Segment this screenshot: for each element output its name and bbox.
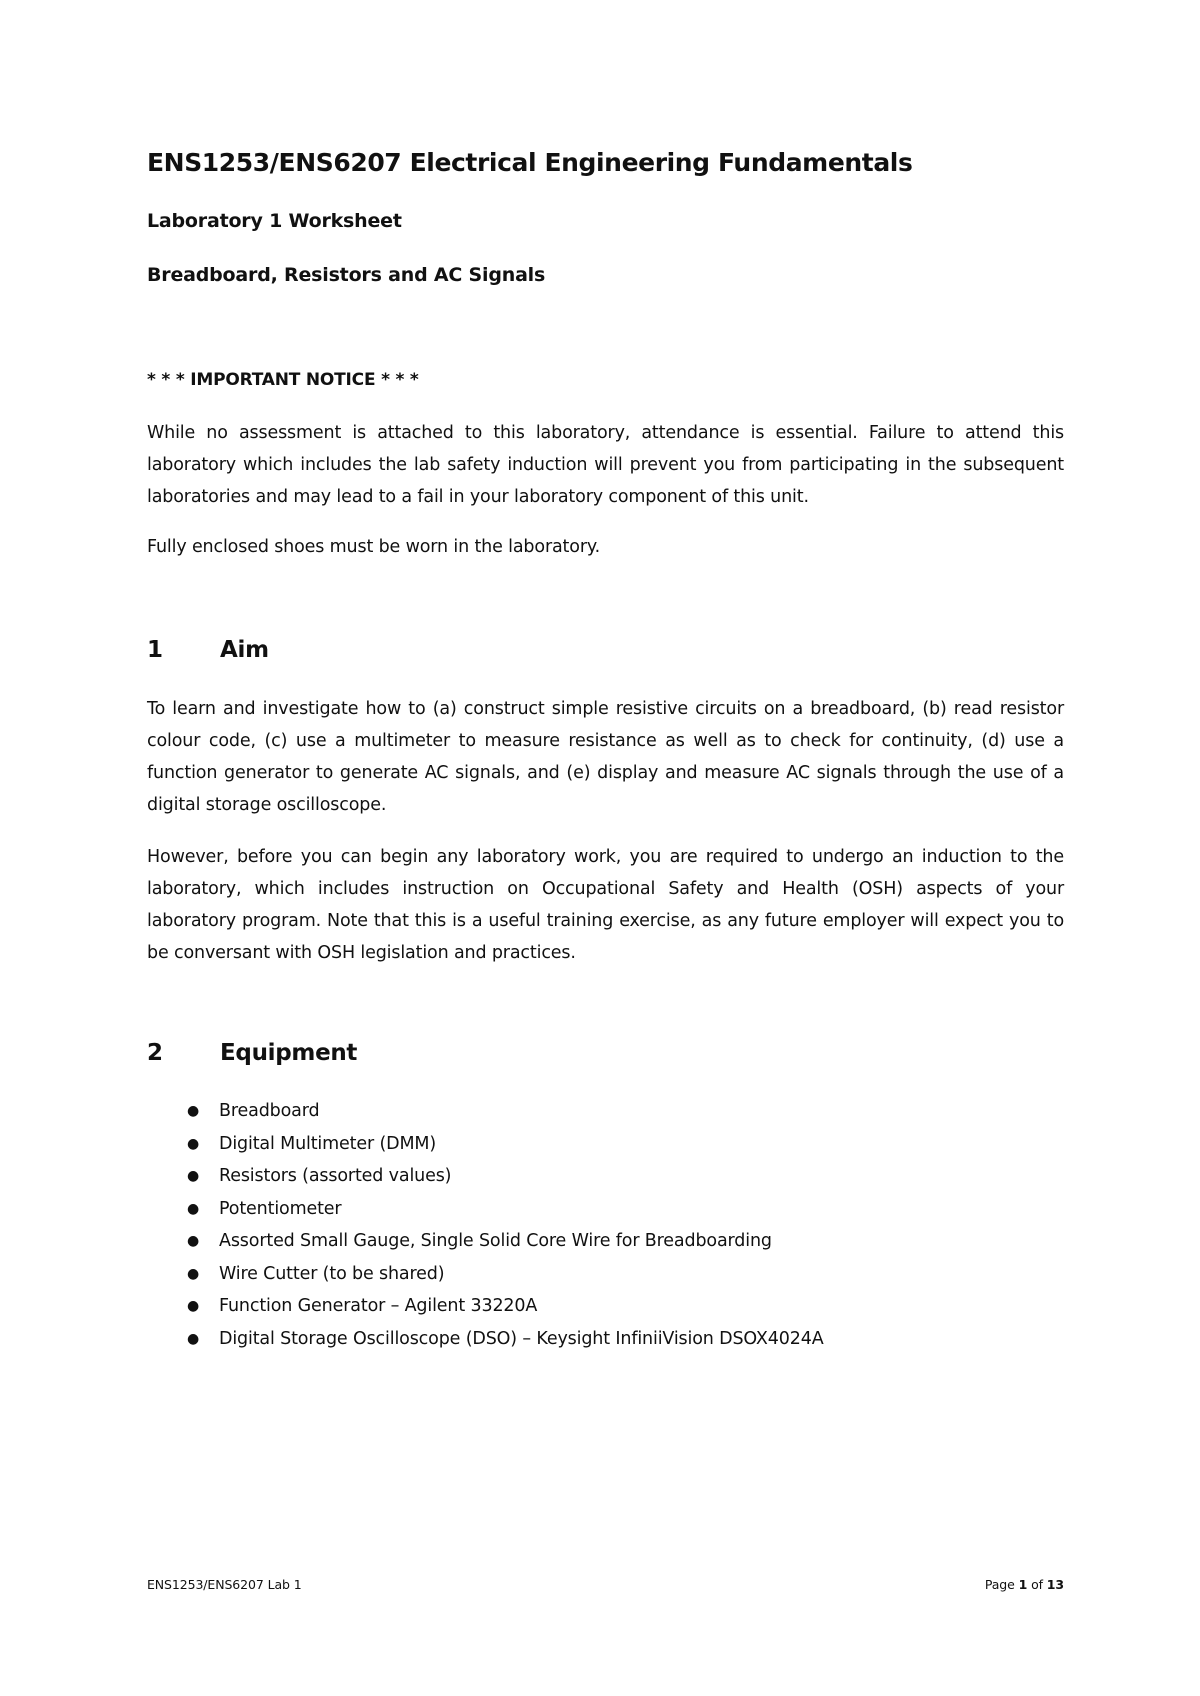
section-number: 1: [147, 637, 163, 663]
equipment-list: [183, 1095, 824, 1355]
list-item-label: Assorted Small Gauge, Single Solid Core Wire for Breadboarding: [219, 1231, 772, 1251]
topic-subtitle: Breadboard, Resistors and AC Signals: [147, 264, 546, 286]
section-title: Aim: [220, 637, 269, 663]
page-label: Page: [984, 1577, 1015, 1592]
list-item: [183, 1160, 824, 1193]
footer-page-number: [985, 1577, 1064, 1592]
aim-paragraph-1: To learn and investigate how to (a) construct simple resistive circuits on a breadboard, (b) read resistor colour code, (c) use a multimeter to measure resistance as well as to check for continuity, (d) use a function generator to generate AC signals, and (e) display and measure AC signals through the use of a digital storage oscilloscope.: [147, 699, 1064, 815]
list-item: [183, 1225, 824, 1258]
bullet-icon: ●: [187, 1298, 200, 1314]
section-heading-equipment: [147, 1040, 357, 1066]
list-item: [183, 1258, 824, 1291]
notice-paragraph: While no assessment is attached to this laboratory, attendance is essential. Failure to attend this laboratory which includes the lab safety induction will prevent you from participating in the subsequent laboratories and may lead to a fail in your laboratory component of this unit.: [147, 423, 1064, 507]
list-item: [183, 1323, 824, 1356]
bullet-icon: ●: [187, 1265, 200, 1282]
list-item-label: Digital Storage Oscilloscope (DSO) – Keysight InfiniiVision DSOX4024A: [219, 1328, 824, 1349]
section-number: 2: [147, 1040, 163, 1066]
section-title: Equipment: [220, 1040, 358, 1066]
list-item: [183, 1193, 824, 1226]
footer-course-label: ENS1253/ENS6207 Lab 1: [147, 1577, 302, 1592]
important-notice-heading: * * * IMPORTANT NOTICE * * *: [147, 370, 419, 390]
bullet-icon: ●: [187, 1103, 200, 1119]
list-item: [183, 1290, 824, 1323]
page-total: 13: [1046, 1577, 1064, 1592]
page-current: 1: [1018, 1577, 1028, 1592]
page-of: of: [1031, 1577, 1043, 1592]
bullet-icon: ●: [187, 1168, 200, 1184]
list-item-label: Wire Cutter (to be shared): [219, 1263, 445, 1284]
list-item-label: Breadboard: [219, 1101, 320, 1121]
list-item: [183, 1095, 824, 1128]
list-item-label: Digital Multimeter (DMM): [219, 1133, 437, 1154]
list-item-label: Potentiometer: [219, 1198, 342, 1219]
aim-paragraph-2: However, before you can begin any laboratory work, you are required to undergo an induction to the laboratory, which includes instruction on Occupational Safety and Health (OSH) aspects of your laboratory program. Note that this is a useful training exercise, as any future employer will expect you to be conversant with OSH legislation and practices.: [147, 847, 1064, 963]
bullet-icon: ●: [187, 1200, 200, 1217]
bullet-icon: ●: [187, 1135, 200, 1152]
list-item: [183, 1128, 824, 1161]
shoes-paragraph: Fully enclosed shoes must be worn in the laboratory.: [147, 537, 600, 557]
bullet-icon: ●: [187, 1233, 200, 1249]
document-title: ENS1253/ENS6207 Electrical Engineering Fundamentals: [147, 148, 913, 177]
section-heading-aim: [147, 637, 269, 663]
list-item-label: Function Generator – Agilent 33220A: [219, 1296, 538, 1316]
worksheet-subtitle: Laboratory 1 Worksheet: [147, 210, 402, 232]
list-item-label: Resistors (assorted values): [219, 1166, 452, 1186]
bullet-icon: ●: [187, 1330, 200, 1347]
